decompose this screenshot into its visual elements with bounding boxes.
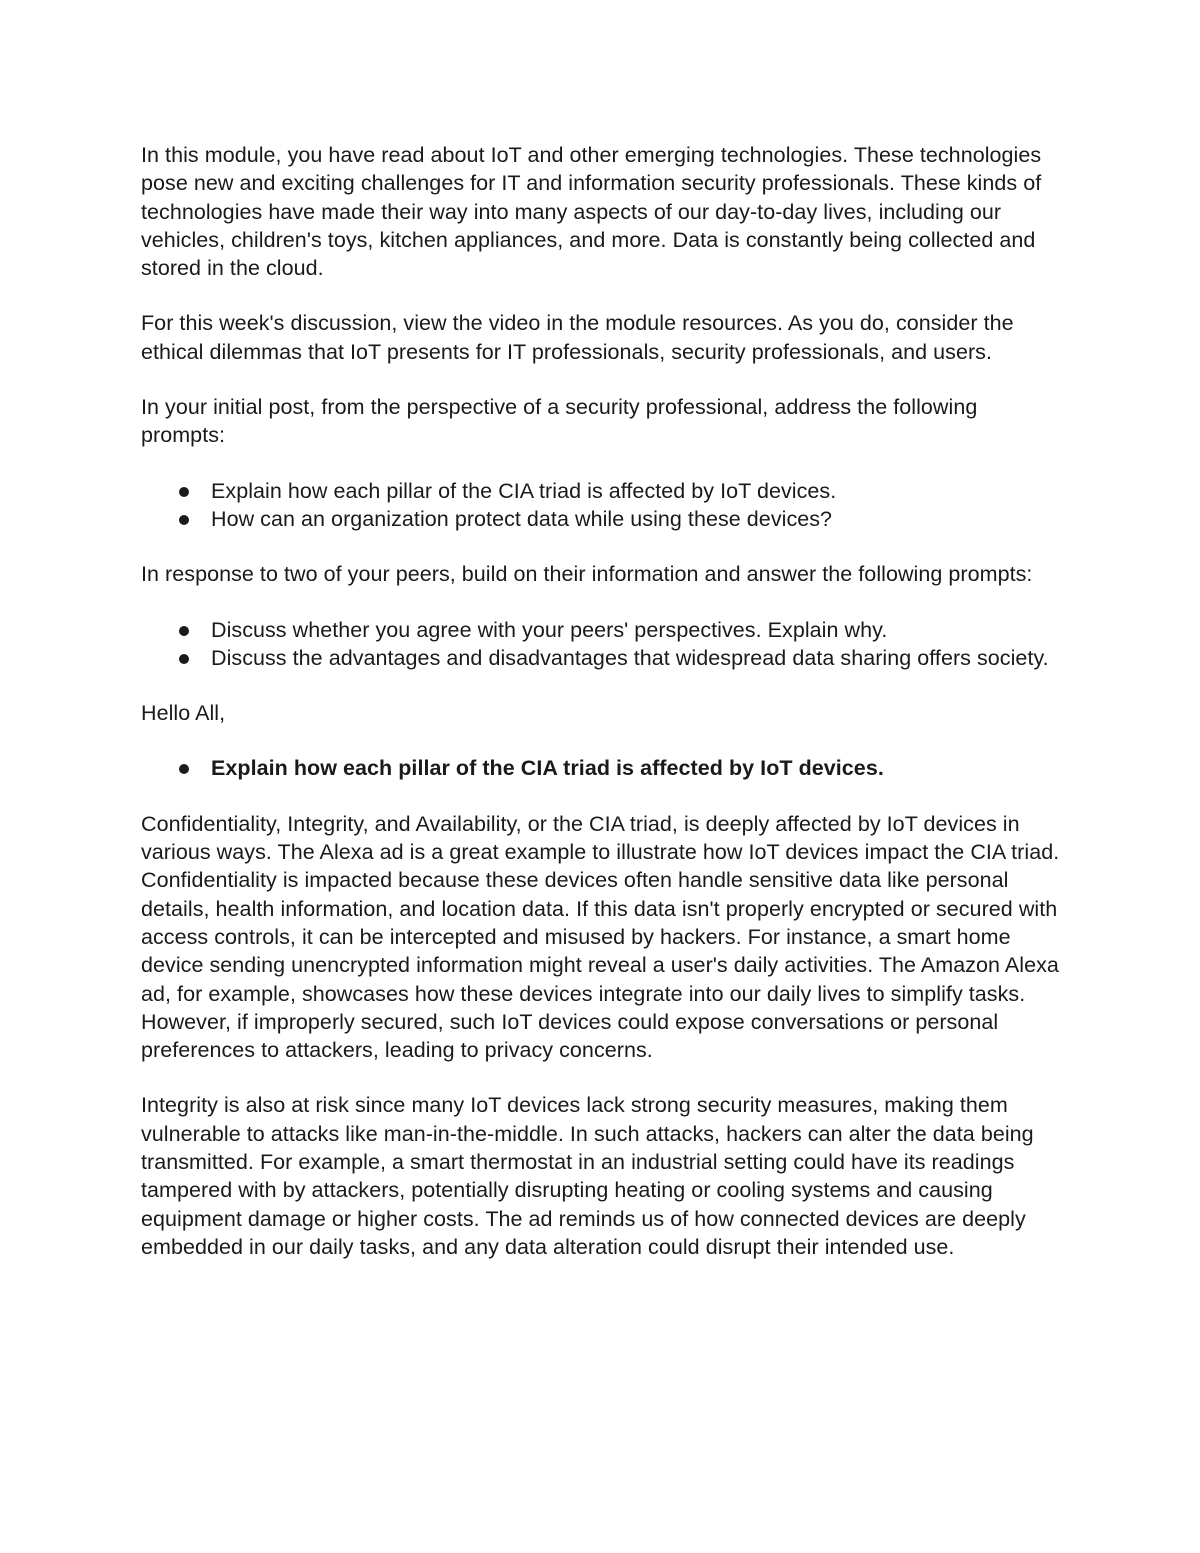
response-prompts-list bbox=[141, 616, 1066, 673]
list-item bbox=[141, 644, 1066, 672]
response-intro-paragraph: In response to two of your peers, build on their information and answer the following prompts: bbox=[141, 562, 1033, 587]
post-greeting: Hello All, bbox=[141, 701, 226, 726]
post-heading-list bbox=[141, 754, 1066, 782]
list-item-text: How can an organization protect data while using these devices? bbox=[211, 506, 833, 531]
list-item bbox=[141, 505, 1066, 533]
bullet-icon bbox=[179, 764, 189, 774]
bullet-icon bbox=[179, 487, 189, 497]
list-item-text: Explain how each pillar of the CIA triad is affected by IoT devices. bbox=[211, 478, 837, 503]
list-item-text: Discuss the advantages and disadvantages that widespread data sharing offers society. bbox=[211, 645, 1049, 670]
list-item bbox=[141, 754, 1066, 782]
bullet-icon bbox=[179, 626, 189, 636]
list-item-text: Discuss whether you agree with your peers' perspectives. Explain why. bbox=[211, 617, 888, 642]
list-item bbox=[141, 477, 1066, 505]
intro-paragraph-2: For this week's discussion, view the video in the module resources. As you do, consider the ethical dilemmas that IoT presents for IT professionals, security professionals, and users. bbox=[141, 311, 1014, 364]
post-heading-text: Explain how each pillar of the CIA triad is affected by IoT devices. bbox=[211, 756, 884, 781]
initial-prompts-list bbox=[141, 477, 1066, 534]
bullet-icon bbox=[179, 654, 189, 664]
post-paragraph-2: Integrity is also at risk since many IoT devices lack strong security measures, making them vulnerable to attacks like man-in-the-middle. In such attacks, hackers can alter the data being transmitted. For example, a smart thermostat in an industrial setting could have its readings tampered with by attackers, potentially disrupting heating or cooling systems and causing equipment damage or higher costs. The ad reminds us of how connected devices are deeply embedded in our daily tasks, and any data alteration could disrupt their intended use. bbox=[141, 1093, 1034, 1259]
intro-paragraph-1: In this module, you have read about IoT and other emerging technologies. These technologies pose new and exciting challenges for IT and information security professionals. These kinds of technologies have made their way into many aspects of our day-to-day lives, including our vehicles, children's toys, kitchen appliances, and more. Data is constantly being collected and stored in the cloud. bbox=[141, 143, 1042, 281]
bullet-icon bbox=[179, 515, 189, 525]
intro-paragraph-3: In your initial post, from the perspective of a security professional, address the following prompts: bbox=[141, 395, 978, 448]
list-item bbox=[141, 616, 1066, 644]
document-page bbox=[141, 141, 1066, 1288]
post-paragraph-1: Confidentiality, Integrity, and Availability, or the CIA triad, is deeply affected by IoT devices in various ways. The Alexa ad is a great example to illustrate how IoT devices impact the CIA triad. Confidentiality is impacted because these devices often handle sensitive data like personal details, health information, and location data. If this data isn't properly encrypted or secured with access controls, it can be intercepted and misused by hackers. For instance, a smart home device sending unencrypted information might reveal a user's daily activities. The Amazon Alexa ad, for example, showcases how these devices integrate into our daily lives to simplify tasks. However, if improperly secured, such IoT devices could expose conversations or personal preferences to attackers, leading to privacy concerns. bbox=[141, 811, 1060, 1063]
